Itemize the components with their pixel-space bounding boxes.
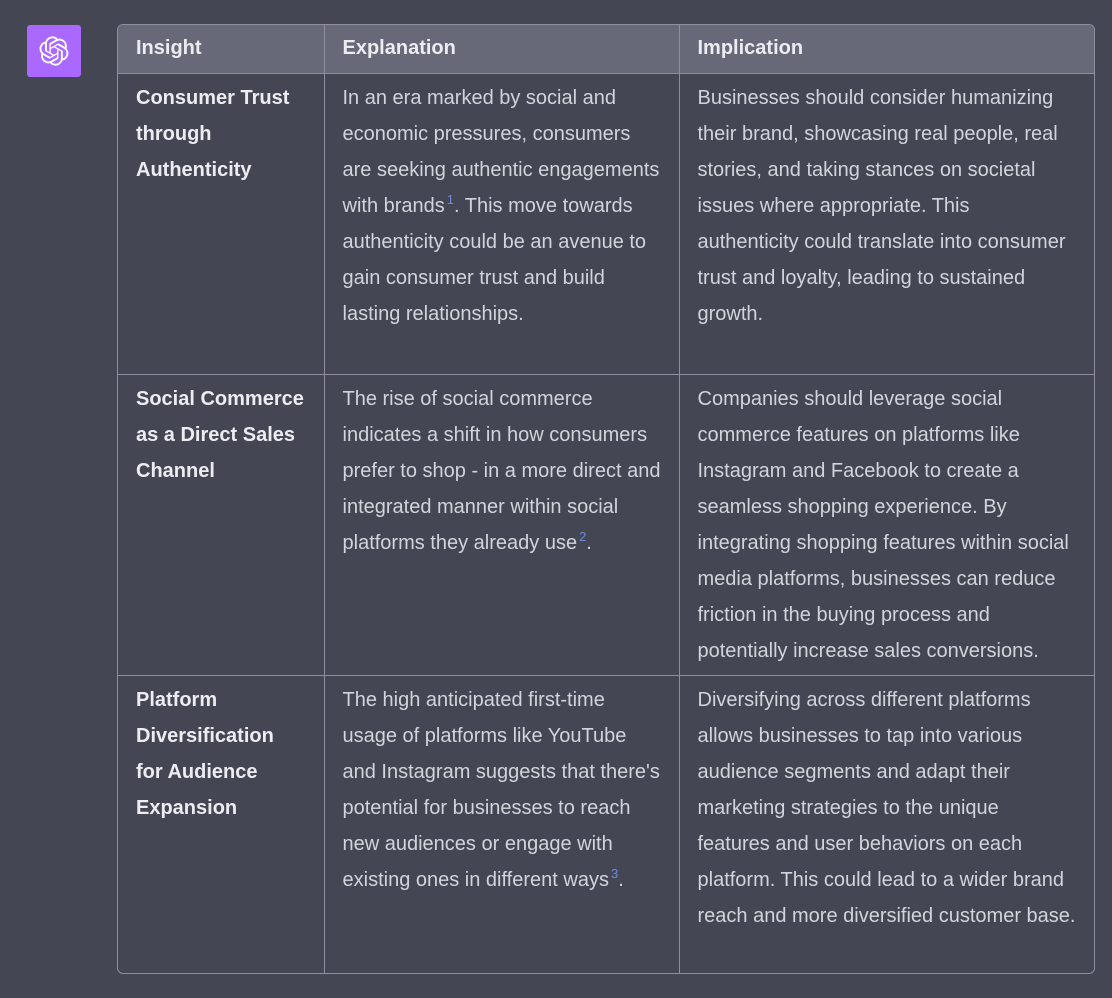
citation-link[interactable]: 3 xyxy=(610,865,619,881)
citation-link[interactable]: 1 xyxy=(446,191,455,207)
insight-cell: Platform Diversification for Audience Expansion xyxy=(118,675,324,973)
citation-link[interactable]: 2 xyxy=(579,528,587,544)
implication-cell: Companies should leverage social commerce features on platforms like Instagram and Facebook to create a seamless shopping experience. By integrating shopping features within social media platforms, businesses can reduce friction in the buying process and potentially increase sales conversions. xyxy=(679,374,1094,675)
explanation-cell xyxy=(324,675,679,973)
explanation-text-end: . xyxy=(618,868,624,891)
table-row xyxy=(118,675,1094,973)
explanation-cell xyxy=(324,374,679,675)
header-implication: Implication xyxy=(679,25,1094,73)
table-row xyxy=(118,73,1094,374)
table-header-row xyxy=(118,25,1094,73)
header-insight: Insight xyxy=(118,25,324,73)
insights-table xyxy=(117,24,1095,974)
explanation-text-end: . xyxy=(586,531,592,554)
explanation-cell xyxy=(324,73,679,374)
explanation-text: In an era marked by social and economic pressures, consumers are seeking authentic engagements with brands xyxy=(342,86,660,217)
insight-cell: Social Commerce as a Direct Sales Channel xyxy=(118,374,324,675)
implication-cell: Diversifying across different platforms allows businesses to tap into various audience segments and adapt their marketing strategies to the unique features and user behaviors on each platform. This could lead to a wider brand reach and more diversified customer base. xyxy=(697,688,1076,927)
explanation-text: The rise of social commerce indicates a shift in how consumers prefer to shop - in a more direct and integrated manner within social platforms they already use xyxy=(342,387,661,554)
openai-logo-icon xyxy=(39,36,69,66)
explanation-text: The high anticipated first-time usage of platforms like YouTube and Instagram suggests that there's potential for businesses to reach new audiences or engage with existing ones in different ways xyxy=(342,688,660,891)
header-explanation: Explanation xyxy=(324,25,679,73)
assistant-avatar xyxy=(27,25,81,77)
implication-cell: Businesses should consider humanizing their brand, showcasing real people, real stories, and taking stances on societal issues where appropriate. This authenticity could translate into consumer trust and loyalty, leading to sustained growth. xyxy=(679,73,1094,374)
insight-cell: Consumer Trust through Authenticity xyxy=(118,73,324,374)
explanation-text-end: . This move towards authenticity could be an avenue to gain consumer trust and build lasting relationships. xyxy=(342,194,647,325)
table-row xyxy=(118,374,1094,675)
